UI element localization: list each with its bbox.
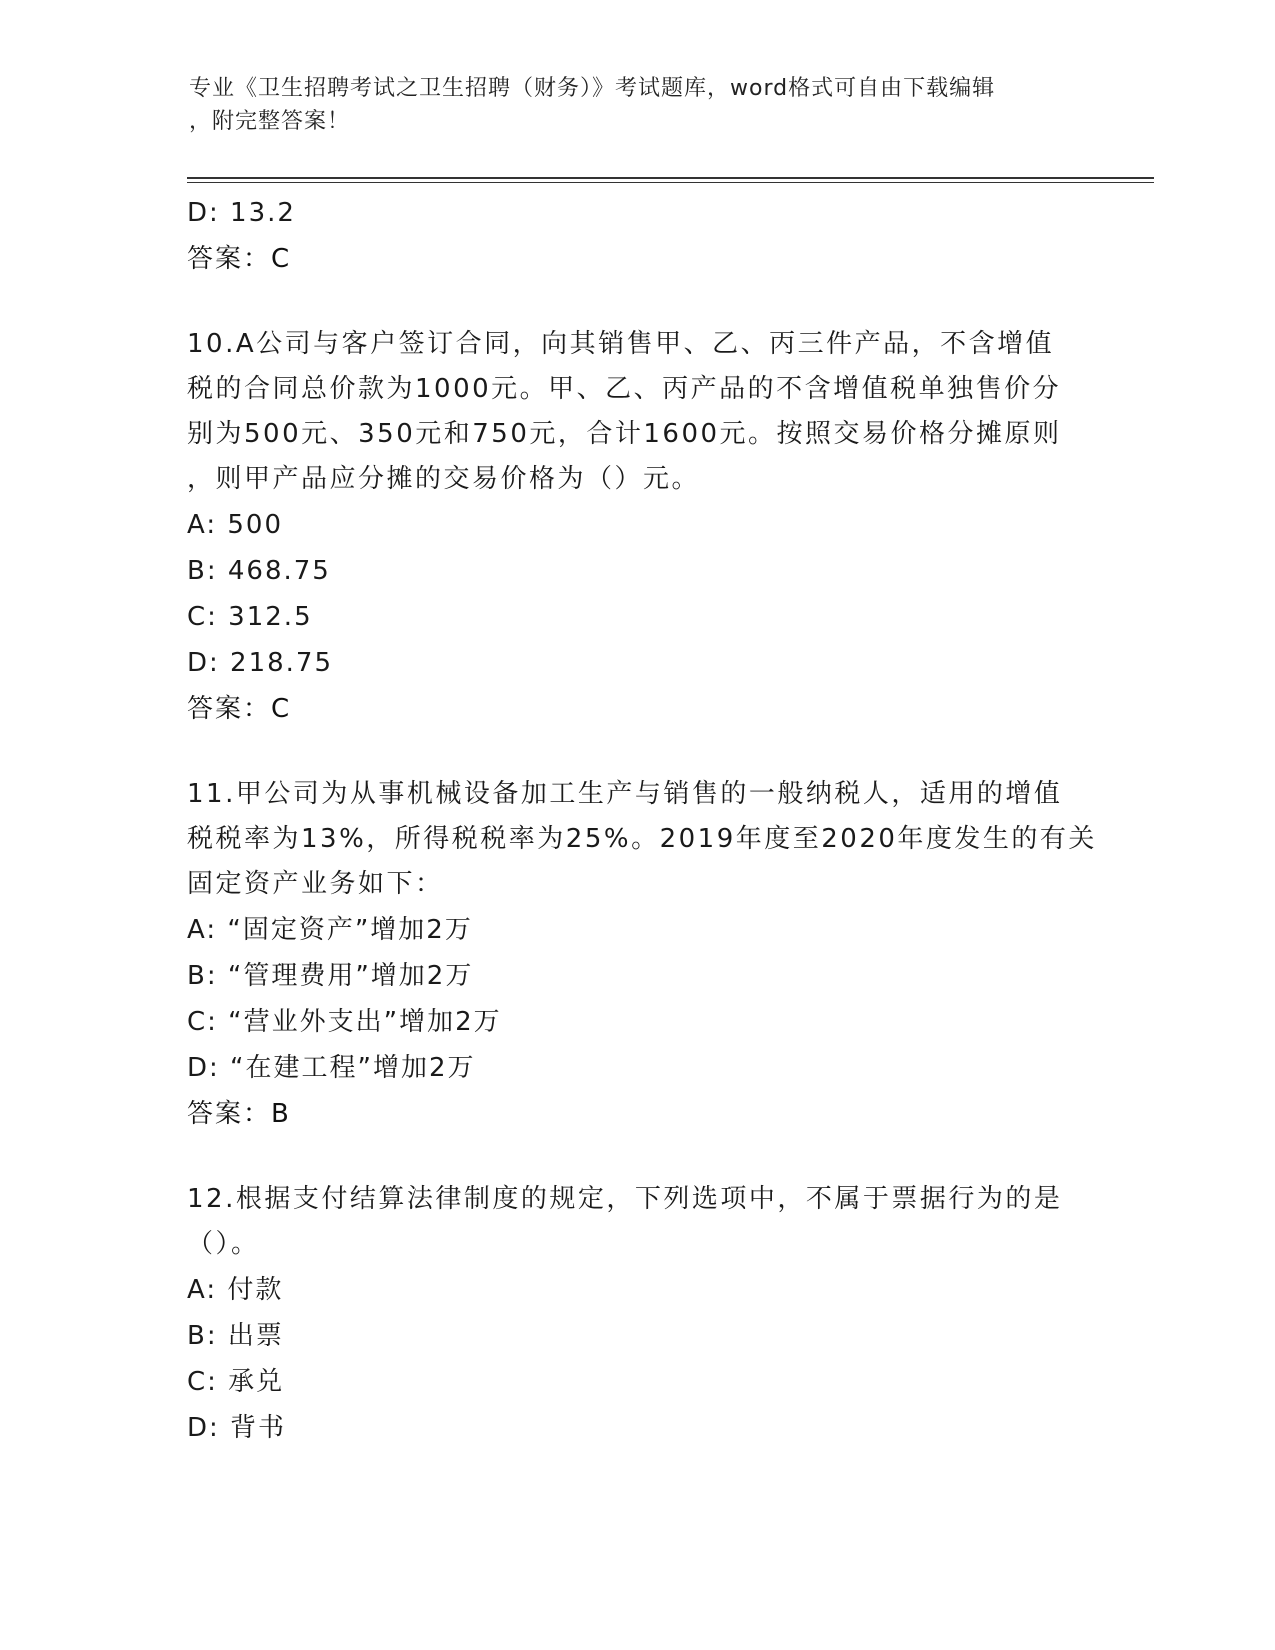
question-10-option-c: C: 312.5 — [187, 602, 313, 632]
question-12-line: 12.根据支付结算法律制度的规定，下列选项中，不属于票据行为的是 — [187, 1184, 1063, 1214]
question-10-option-b: B: 468.75 — [187, 556, 331, 586]
question-10-line: 别为500元、350元和750元，合计1600元。按照交易价格分摊原则 — [187, 419, 1062, 449]
question-11-line: 11.甲公司为从事机械设备加工生产与销售的一般纳税人，适用的增值 — [187, 779, 1063, 809]
question-12-option-b: B: 出票 — [187, 1321, 284, 1351]
question-11-option-a: A: “固定资产”增加2万 — [187, 915, 473, 945]
question-11-text — [187, 772, 1097, 907]
question-11-option-d: D: “在建工程”增加2万 — [187, 1053, 476, 1083]
prev-option-d: D: 13.2 — [187, 198, 296, 228]
spacer — [187, 732, 1087, 772]
question-10-line: ，则甲产品应分摊的交易价格为（）元。 — [187, 464, 701, 494]
spacer — [187, 282, 1087, 322]
question-11-option-b: B: “管理费用”增加2万 — [187, 961, 474, 991]
question-10-line: 10.A公司与客户签订合同，向其销售甲、乙、丙三件产品，不含增值 — [187, 329, 1055, 359]
question-12-text — [187, 1177, 1077, 1267]
prev-answer: 答案：C — [187, 244, 292, 274]
question-12-option-c: C: 承兑 — [187, 1367, 285, 1397]
question-12-line: （）。 — [187, 1229, 260, 1259]
question-12-option-d: D: 背书 — [187, 1413, 287, 1443]
header-rule-thick — [187, 177, 1154, 179]
header-line-2: ，附完整答案！ — [189, 109, 351, 134]
question-11-option-c: C: “营业外支出”增加2万 — [187, 1007, 502, 1037]
question-12-option-a: A: 付款 — [187, 1275, 284, 1305]
question-10-option-d: D: 218.75 — [187, 648, 334, 678]
question-11-line: 税税率为13%，所得税税率为25%。2019年度至2020年度发生的有关 — [187, 824, 1097, 854]
document-header — [189, 72, 1069, 138]
question-content — [187, 190, 1097, 1451]
question-10-line: 税的合同总价款为1000元。甲、乙、丙产品的不含增值税单独售价分 — [187, 374, 1062, 404]
spacer — [187, 1137, 1087, 1177]
question-10-text — [187, 322, 1077, 502]
question-10-option-a: A: 500 — [187, 510, 283, 540]
header-line-1: 专业《卫生招聘考试之卫生招聘（财务）》考试题库，word格式可自由下载编辑 — [189, 76, 996, 101]
header-rule-thin — [187, 182, 1154, 183]
question-11-answer: 答案：B — [187, 1099, 291, 1129]
question-10-answer: 答案：C — [187, 694, 292, 724]
question-11-line: 固定资产业务如下： — [187, 869, 444, 899]
